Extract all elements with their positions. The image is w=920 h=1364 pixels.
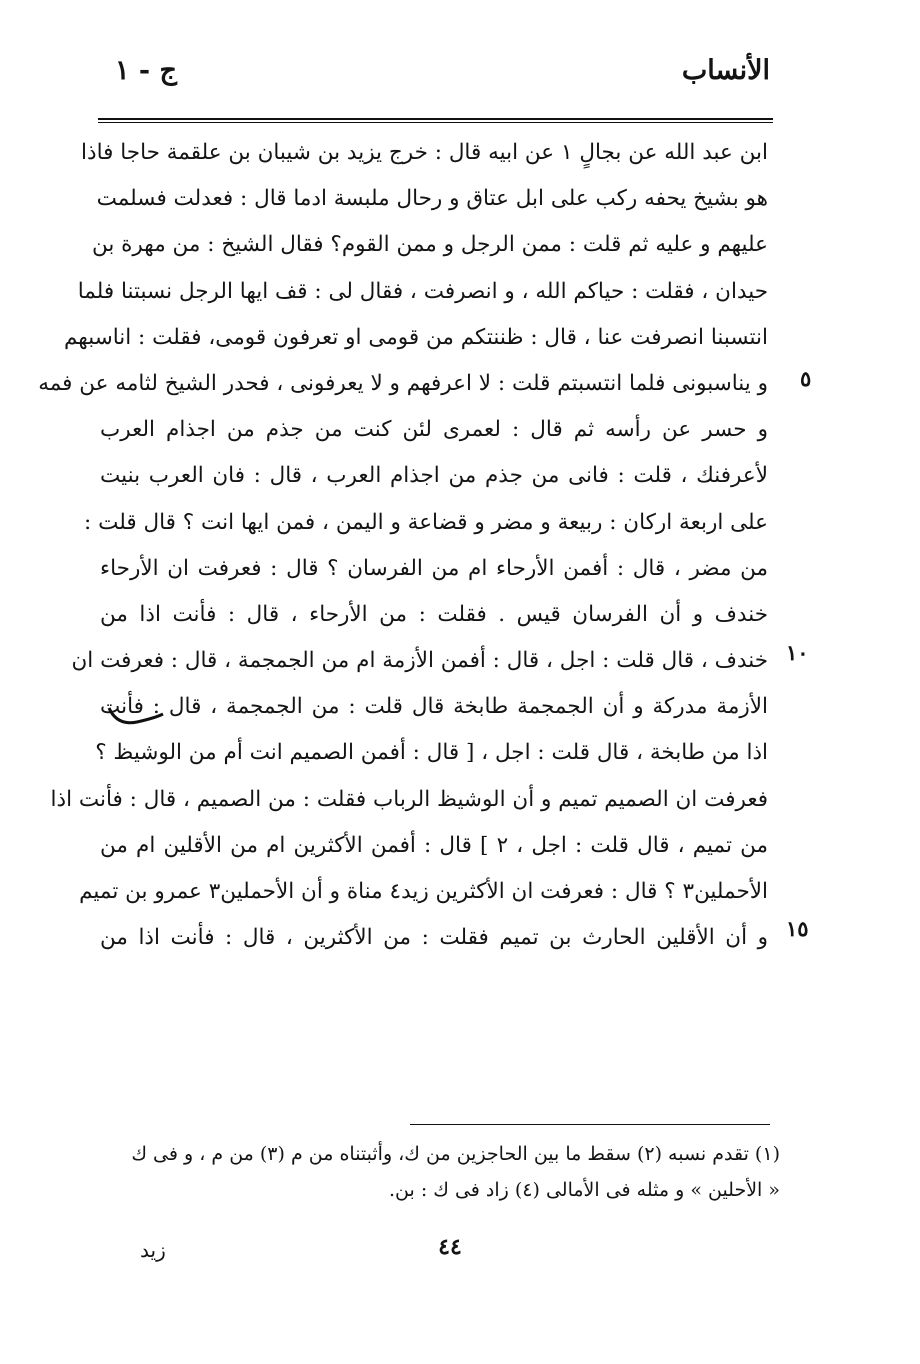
main-text <box>38 130 768 961</box>
running-title: الأنساب <box>681 55 770 86</box>
text-line: لأعرفنك ، قلت : فانى من جذم من اجذام العرب ، قال : فان العرب بنيت <box>100 463 768 489</box>
text-line: اذا من طابخة ، قال قلت : اجل ، [ قال : أفمن الصميم انت أم من الوشيظ ؟ <box>95 740 768 766</box>
line-number-5: ٥ <box>800 366 812 391</box>
text-line: خندف و أن الفرسان قيس . فقلت : من الأرحاء ، قال : فأنت اذا من <box>100 601 768 627</box>
text-line: عليهم و عليه ثم قلت : ممن الرجل و ممن القوم؟ فقال الشيخ : من مهرة بن <box>91 232 768 258</box>
text-line: الأحملين٣ ؟ قال : فعرفت ان الأكثرين زيد٤ مناة و أن الأحملين٣ عمرو بن تميم <box>79 879 768 904</box>
text-line: فعرفت ان الصميم تميم و أن الوشيظ الرباب فقلت : من الصميم ، قال : فأنت اذا <box>50 786 768 812</box>
running-header <box>100 55 770 105</box>
text-line: هو بشيخ يحفه ركب على ابل عتاق و رحال ملبسة ادما قال : فعدلت فسلمت <box>96 186 768 212</box>
footnote-rule <box>410 1124 770 1125</box>
catchword: زيد <box>140 1238 166 1262</box>
header-rule-thin <box>98 122 773 123</box>
text-line: انتسبنا انصرفت عنا ، قال : ظننتكم من قومى او تعرفون قومى، فقلت : اناسبهم <box>63 324 768 350</box>
text-line: على اربعة اركان : ربيعة و مضر و قضاعة و اليمن ، فمن ايها انت ؟ قال قلت : <box>84 509 768 535</box>
footnotes <box>120 1136 780 1208</box>
text-line: و أن الأقلين الحارث بن تميم فقلت : من الأكثرين ، قال : فأنت اذا من <box>100 925 768 951</box>
footnote-line: (١) تقدم نسبه (٢) سقط ما بين الحاجزين من ك، وأثبتناه من م (٣) من م ، و فى ك <box>131 1143 780 1165</box>
text-line: من تميم ، قال قلت : اجل ، ٢ ] قال : أفمن الأكثرين ام من الأقلين ام من <box>100 832 768 858</box>
volume-marker: ج - ١ <box>115 55 177 86</box>
text-line: حيدان ، فقلت : حياكم الله ، و انصرفت ، فقال لى : قف ايها الرجل نسبتنا فلما <box>77 278 768 304</box>
text-line: ابن عبد الله عن بجالٍ ١ عن ابيه قال : خرج يزيد بن شيبان بن علقمة حاجا فاذا <box>81 140 768 165</box>
line-number-15: ١٥ <box>786 916 809 941</box>
text-line: و حسر عن رأسه ثم قال : لعمرى لئن كنت من جذم من اجذام العرب <box>100 417 768 443</box>
text-line: الأزمة مدركة و أن الجمجمة طابخة قال قلت : من الجمجمة ، قال : فأنت <box>100 694 768 720</box>
text-line: خندف ، قال قلت : اجل ، قال : أفمن الأزمة ام من الجمجمة ، قال : فعرفت ان <box>71 648 768 674</box>
page-number: ٤٤ <box>438 1234 462 1260</box>
text-line: من مضر ، قال : أفمن الأرحاء ام من الفرسان ؟ قال : فعرفت ان الأرحاء <box>100 555 768 581</box>
footnote-line: « الأحلين » و مثله فى الأمالى (٤) زاد فى ك : بن. <box>389 1179 780 1201</box>
text-line: و يناسبونى فلما انتسبتم قلت : لا اعرفهم و لا يعرفونى ، فحدر الشيخ لثامه عن فمه <box>38 370 768 396</box>
line-number-10: ١٠ <box>786 640 809 665</box>
ink-mark-icon <box>107 700 167 730</box>
header-rule <box>98 118 773 120</box>
